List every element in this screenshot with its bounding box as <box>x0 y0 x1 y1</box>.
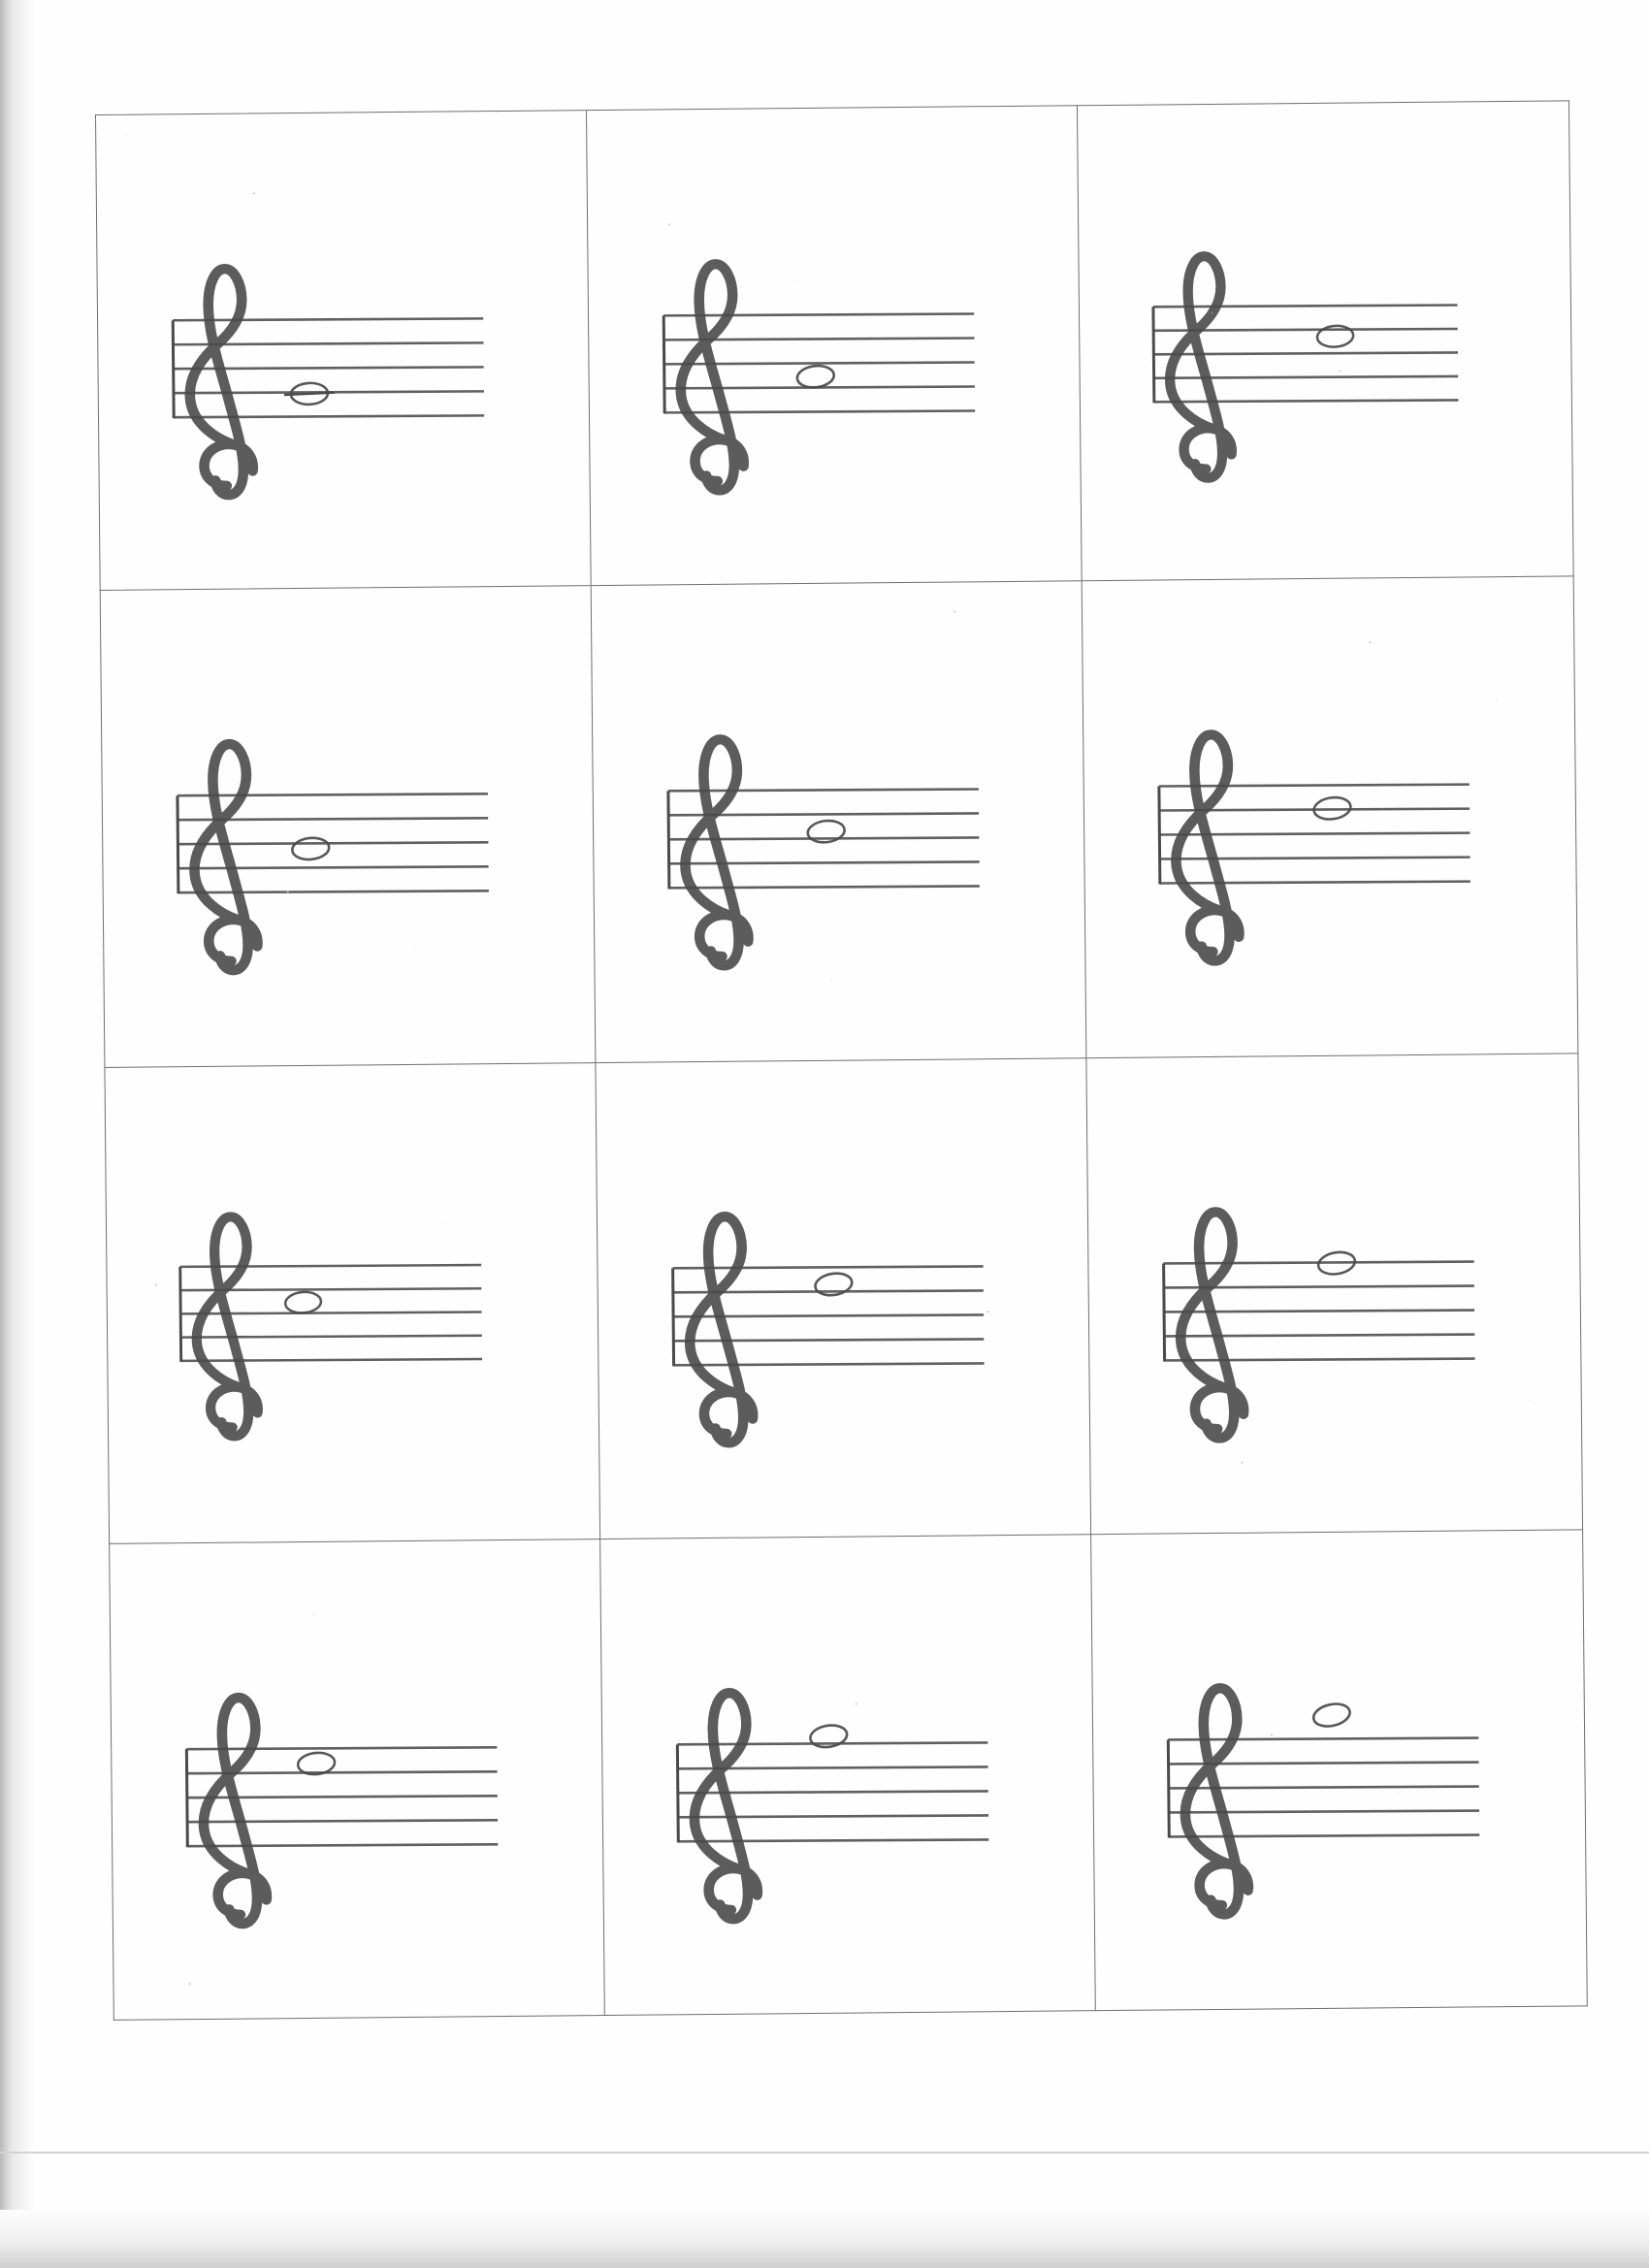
flashcard[interactable] <box>587 105 1083 586</box>
barline <box>173 320 174 418</box>
barline <box>677 1744 678 1842</box>
staff-area <box>1087 1053 1582 1534</box>
scan-bottom-edge-line <box>0 2152 1649 2154</box>
staff-area <box>591 582 1085 1062</box>
scan-speck <box>697 1373 698 1374</box>
staff-area <box>596 1058 1090 1539</box>
whole-note-head <box>806 819 845 844</box>
staff-area <box>600 1535 1095 2015</box>
scan-speck <box>125 135 126 136</box>
treble-clef-icon <box>693 1693 757 1920</box>
barline <box>1169 1739 1170 1837</box>
treble-clef-icon <box>679 264 743 491</box>
barline <box>668 792 669 890</box>
treble-clef-icon <box>1169 256 1232 478</box>
scan-left-edge-shadow <box>0 0 33 2268</box>
treble-clef-icon <box>689 1215 753 1442</box>
staff-area <box>1091 1530 1586 2010</box>
scan-speck <box>855 1702 857 1704</box>
scan-speck <box>954 611 955 613</box>
barline <box>1164 1263 1165 1361</box>
whole-note-head <box>284 1290 321 1313</box>
barline <box>663 315 664 413</box>
flashcard[interactable] <box>1078 100 1573 581</box>
barline <box>1153 307 1154 403</box>
flashcard[interactable] <box>1083 577 1578 1058</box>
music-staff-svg <box>1087 1053 1583 1535</box>
barline <box>672 1268 673 1366</box>
whole-note-head <box>1316 325 1354 348</box>
treble-clef-icon <box>1180 1212 1244 1439</box>
flashcard[interactable] <box>95 110 591 591</box>
flashcard[interactable] <box>1091 1530 1587 2011</box>
flashcard-grid <box>95 100 1588 2021</box>
music-staff-svg <box>96 111 591 591</box>
staff-area <box>587 106 1082 585</box>
flashcard[interactable] <box>1087 1053 1583 1535</box>
scan-speck <box>312 1614 313 1615</box>
flashcard[interactable] <box>109 1539 604 2021</box>
whole-note-head <box>1311 1701 1352 1730</box>
barline <box>180 1266 181 1361</box>
treble-clef-icon <box>196 1216 258 1437</box>
staff-area <box>105 1063 598 1543</box>
music-staff-svg <box>587 106 1083 586</box>
music-staff-svg <box>1083 577 1578 1058</box>
flashcard[interactable] <box>600 1535 1096 2016</box>
flashcard[interactable] <box>100 586 596 1067</box>
treble-clef-icon <box>684 739 748 966</box>
scan-speck <box>795 281 796 282</box>
staff-area <box>1083 577 1577 1057</box>
barline <box>1159 787 1160 885</box>
flashcard[interactable] <box>104 1063 599 1544</box>
staff-area <box>101 586 595 1066</box>
treble-clef-icon <box>203 1698 267 1925</box>
music-staff-svg <box>1091 1530 1587 2011</box>
whole-note-head <box>283 382 335 405</box>
whole-note-head <box>814 1271 854 1297</box>
music-staff-svg <box>600 1535 1096 2016</box>
treble-clef-icon <box>1184 1688 1248 1915</box>
scan-speck <box>987 1311 989 1312</box>
whole-note-head <box>291 836 330 861</box>
staff-area <box>96 111 590 590</box>
treble-clef-icon <box>193 744 257 971</box>
scan-speck <box>444 1221 445 1222</box>
staff-area <box>1078 101 1572 580</box>
music-staff-svg <box>110 1539 604 2021</box>
whole-note-head <box>808 1723 848 1749</box>
flashcard[interactable] <box>596 1058 1091 1539</box>
whole-note-head <box>795 364 834 389</box>
flashcard[interactable] <box>591 582 1086 1063</box>
scan-bottom-edge-shadow <box>0 2210 1649 2268</box>
scan-speck <box>188 1983 190 1985</box>
treble-clef-icon <box>1176 734 1240 961</box>
staff-area <box>110 1539 603 2020</box>
music-staff-svg <box>101 586 596 1067</box>
treble-clef-icon <box>189 269 253 496</box>
scan-speck <box>253 192 255 194</box>
music-staff-svg <box>591 582 1086 1063</box>
music-staff-svg <box>596 1058 1091 1539</box>
scan-speck <box>668 223 670 225</box>
scan-speck <box>155 1283 157 1285</box>
music-staff-svg <box>105 1063 599 1544</box>
music-staff-svg <box>1078 101 1573 581</box>
barline <box>186 1749 187 1847</box>
